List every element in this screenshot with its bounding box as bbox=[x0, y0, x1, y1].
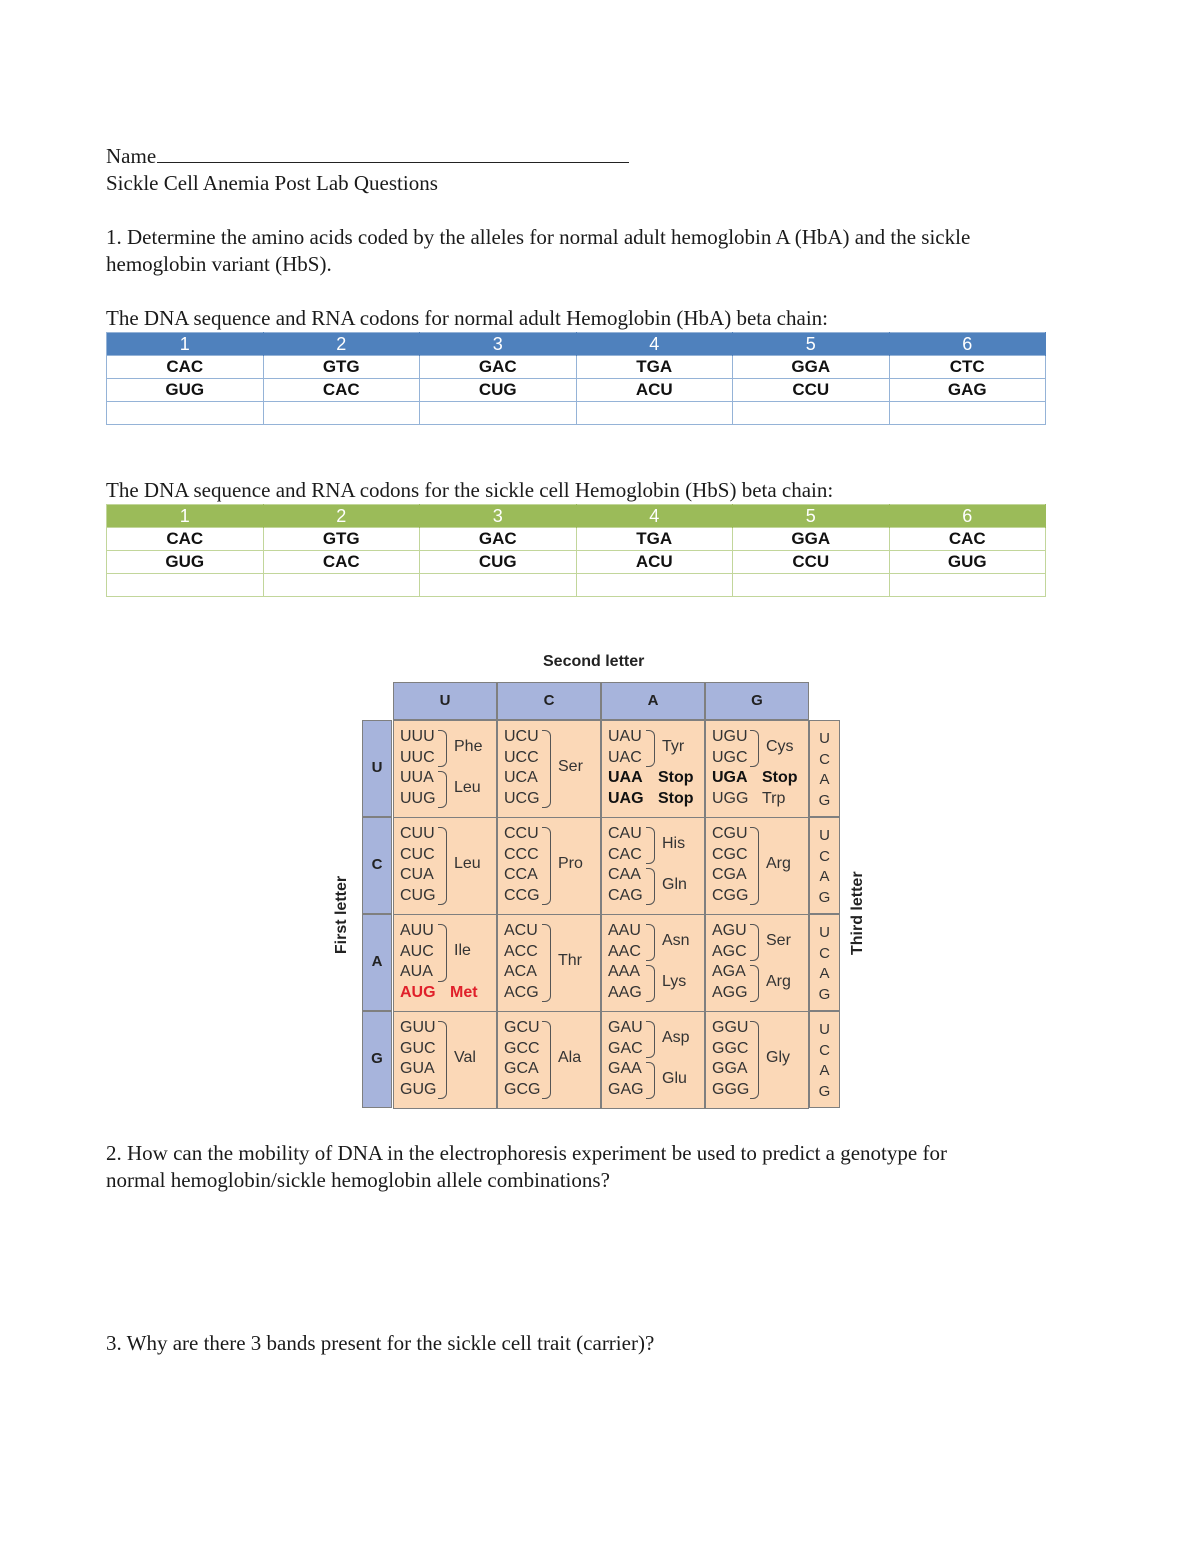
amino-acid-label: Gly bbox=[766, 1049, 790, 1066]
amino-acid-label: Asn bbox=[662, 931, 690, 949]
codon-cell bbox=[601, 720, 705, 818]
codon-group-brace bbox=[542, 827, 551, 905]
codon: ACU bbox=[504, 922, 538, 939]
amino-acid-label: Leu bbox=[454, 778, 481, 796]
hba-rna-cell: CAC bbox=[263, 379, 420, 402]
amino-acid-label: Gln bbox=[662, 875, 687, 893]
codon-cell bbox=[393, 1011, 497, 1109]
third-letter: U bbox=[819, 730, 830, 747]
amino-acid-label: Thr bbox=[558, 952, 582, 969]
codon: UAU bbox=[608, 728, 642, 745]
first-letter-header: G bbox=[362, 1011, 392, 1108]
hba-dna-cell: GGA bbox=[733, 356, 890, 379]
second-letter-header: C bbox=[497, 682, 601, 720]
amino-acid-label: Glu bbox=[662, 1069, 687, 1087]
amino-acid-label: Asp bbox=[662, 1028, 690, 1046]
codon: GAU bbox=[608, 1019, 643, 1036]
amino-acid-label: His bbox=[662, 834, 686, 852]
codon-group-brace bbox=[646, 1021, 655, 1058]
codon-cell bbox=[497, 914, 601, 1012]
codon: AUU bbox=[400, 922, 434, 939]
codon: GAC bbox=[608, 1039, 643, 1057]
first-letter-header: C bbox=[362, 817, 392, 914]
codon-group-brace bbox=[438, 924, 447, 982]
third-letter: A bbox=[819, 965, 830, 982]
codon: AGU bbox=[712, 922, 747, 939]
codon-cell bbox=[393, 720, 497, 818]
codon-group-brace bbox=[438, 771, 447, 808]
hbs-header-cell: 5 bbox=[733, 505, 890, 528]
codon: ACC bbox=[504, 942, 538, 960]
amino-acid-label: Lys bbox=[662, 972, 687, 990]
hbs-header-cell: 2 bbox=[263, 505, 420, 528]
amino-acid-label: Arg bbox=[766, 972, 791, 990]
codon: AAU bbox=[608, 922, 641, 939]
hba-header-cell: 5 bbox=[733, 333, 890, 356]
codon-cell bbox=[601, 817, 705, 915]
codon: AUG bbox=[400, 983, 436, 1001]
codon: AGA bbox=[712, 963, 746, 980]
hbs-dna-cell: CAC bbox=[889, 528, 1046, 551]
amino-acid-label: Tyr bbox=[662, 737, 685, 755]
codon-cell bbox=[393, 914, 497, 1012]
second-letter-header: U bbox=[393, 682, 497, 720]
codon-cell bbox=[497, 1011, 601, 1109]
codon-cell bbox=[497, 817, 601, 915]
amino-acid-label: Met bbox=[450, 983, 478, 1001]
third-letter-label: Third letter bbox=[849, 871, 866, 955]
worksheet-title: Sickle Cell Anemia Post Lab Questions bbox=[106, 171, 438, 195]
codon-group-brace bbox=[542, 924, 551, 1002]
hba-header-cell: 6 bbox=[889, 333, 1046, 356]
codon: AAC bbox=[608, 942, 641, 960]
codon-group-brace bbox=[646, 965, 655, 1002]
question-2-line-2: normal hemoglobin/sickle hemoglobin allele combinations? bbox=[106, 1168, 610, 1192]
hbs-dna-cell: GAC bbox=[420, 528, 577, 551]
codon-group-brace bbox=[542, 730, 551, 808]
codon-group-brace bbox=[646, 1062, 655, 1099]
codon: UCA bbox=[504, 769, 538, 786]
question-2-line-1: 2. How can the mobility of DNA in the electrophoresis experiment be used to predict a genotype for bbox=[106, 1141, 947, 1165]
codon: GGG bbox=[712, 1080, 750, 1098]
codon: CUC bbox=[400, 845, 435, 863]
amino-acid-label: Val bbox=[454, 1049, 476, 1066]
codon-cell bbox=[393, 817, 497, 915]
codon-group-brace bbox=[646, 827, 655, 864]
codon: GAA bbox=[608, 1060, 642, 1077]
hba-header-cell: 4 bbox=[576, 333, 733, 356]
third-letter: C bbox=[819, 1041, 830, 1059]
amino-acid-label: Leu bbox=[454, 855, 481, 872]
codon: CGU bbox=[712, 825, 748, 842]
codon: UCC bbox=[504, 748, 539, 766]
hbs-header-cell: 1 bbox=[107, 505, 264, 528]
codon: ACA bbox=[504, 963, 537, 980]
third-letter: C bbox=[819, 847, 830, 865]
hbs-header-cell: 6 bbox=[889, 505, 1046, 528]
codon-cell bbox=[497, 720, 601, 818]
codon: UUA bbox=[400, 769, 434, 786]
first-letter-header: A bbox=[362, 914, 392, 1011]
hba-rna-cell: GAG bbox=[889, 379, 1046, 402]
hba-header-cell: 1 bbox=[107, 333, 264, 356]
amino-acid-label: Ser bbox=[766, 931, 791, 949]
codon-group-brace bbox=[646, 730, 655, 767]
hba-dna-cell: GTG bbox=[263, 356, 420, 379]
third-letter-column bbox=[809, 914, 840, 1011]
codon: AUC bbox=[400, 942, 434, 960]
question-3-line-1: 3. Why are there 3 bands present for the sickle cell trait (carrier)? bbox=[106, 1331, 655, 1355]
hbs-dna-cell: TGA bbox=[576, 528, 733, 551]
hba-dna-cell: TGA bbox=[576, 356, 733, 379]
third-letter-column bbox=[809, 720, 840, 817]
codon: GCG bbox=[504, 1080, 541, 1098]
hbs-rna-cell: ACU bbox=[576, 551, 733, 574]
codon: UGC bbox=[712, 748, 748, 766]
amino-acid-label: Pro bbox=[558, 855, 583, 872]
question-1-line-2: hemoglobin variant (HbS). bbox=[106, 252, 332, 276]
amino-acid-label: Ser bbox=[558, 758, 583, 775]
third-letter: A bbox=[819, 868, 830, 885]
third-letter: U bbox=[819, 1021, 830, 1038]
codon-group-brace bbox=[750, 924, 759, 961]
codon-group-brace bbox=[750, 730, 759, 767]
third-letter: G bbox=[818, 1082, 831, 1100]
codon: CGA bbox=[712, 866, 747, 883]
third-letter: A bbox=[819, 771, 830, 788]
codon: GGC bbox=[712, 1039, 749, 1057]
hbs-dna-cell: GTG bbox=[263, 528, 420, 551]
hbs-header-cell: 3 bbox=[420, 505, 577, 528]
codon: UUG bbox=[400, 789, 436, 807]
codon: CUG bbox=[400, 886, 436, 904]
codon: ACG bbox=[504, 983, 539, 1001]
hba-header-cell: 3 bbox=[420, 333, 577, 356]
codon-group-brace bbox=[646, 868, 655, 905]
codon: UUU bbox=[400, 728, 435, 745]
codon: GCC bbox=[504, 1039, 540, 1057]
codon: UCU bbox=[504, 728, 539, 745]
codon: UGU bbox=[712, 728, 748, 745]
third-letter: G bbox=[818, 791, 831, 809]
first-letter-header: U bbox=[362, 720, 392, 817]
amino-acid-label: Stop bbox=[658, 789, 694, 807]
codon: CGC bbox=[712, 845, 748, 863]
third-letter: G bbox=[818, 888, 831, 906]
codon: AGC bbox=[712, 942, 747, 960]
codon: AAA bbox=[608, 963, 641, 980]
codon: UUC bbox=[400, 748, 435, 766]
codon-cell bbox=[705, 817, 809, 915]
codon: GCA bbox=[504, 1060, 539, 1077]
question-1-line-1: 1. Determine the amino acids coded by the alleles for normal adult hemoglobin A (HbA) and the sickle bbox=[106, 225, 971, 249]
codon: CUA bbox=[400, 866, 434, 883]
codon: UGA bbox=[712, 769, 748, 786]
hba-dna-cell: GAC bbox=[420, 356, 577, 379]
hbs-rna-cell: GUG bbox=[889, 551, 1046, 574]
codon: AUA bbox=[400, 963, 433, 980]
hbs-caption: The DNA sequence and RNA codons for the sickle cell Hemoglobin (HbS) beta chain: bbox=[106, 478, 834, 502]
codon: GCU bbox=[504, 1019, 540, 1036]
hbs-header-cell: 4 bbox=[576, 505, 733, 528]
amino-acid-label: Ile bbox=[454, 941, 471, 959]
codon: UCG bbox=[504, 789, 540, 807]
codon: CCC bbox=[504, 845, 539, 863]
codon-cell bbox=[601, 1011, 705, 1109]
codon: CAA bbox=[608, 866, 641, 883]
codon: AAG bbox=[608, 983, 642, 1001]
hbs-rna-cell: CUG bbox=[420, 551, 577, 574]
hba-rna-cell: ACU bbox=[576, 379, 733, 402]
third-letter: U bbox=[819, 924, 830, 941]
codon: CGG bbox=[712, 886, 749, 904]
amino-acid-label: Arg bbox=[766, 855, 791, 872]
codon: GGA bbox=[712, 1060, 748, 1077]
name-label: Name bbox=[106, 144, 157, 168]
codon: CCU bbox=[504, 825, 539, 842]
hbs-dna-cell: CAC bbox=[107, 528, 264, 551]
codon-group-brace bbox=[750, 965, 759, 1002]
first-letter-label: First letter bbox=[333, 875, 350, 955]
codon-cell bbox=[705, 1011, 809, 1109]
codon: GUG bbox=[400, 1080, 437, 1098]
amino-acid-label: Cys bbox=[766, 737, 794, 755]
third-letter-column bbox=[809, 817, 840, 914]
third-letter: C bbox=[819, 944, 830, 962]
codon: CAG bbox=[608, 886, 643, 904]
codon: CUU bbox=[400, 825, 435, 842]
hba-rna-cell: CUG bbox=[420, 379, 577, 402]
second-letter-header: G bbox=[705, 682, 809, 720]
third-letter: C bbox=[819, 750, 830, 768]
third-letter-column bbox=[809, 1011, 840, 1108]
amino-acid-label: Phe bbox=[454, 737, 483, 755]
hbs-rna-cell: CCU bbox=[733, 551, 890, 574]
codon-group-brace bbox=[438, 827, 447, 905]
codon: UAG bbox=[608, 789, 644, 807]
codon: UGG bbox=[712, 789, 749, 807]
amino-acid-label: Stop bbox=[762, 769, 798, 786]
codon-group-brace bbox=[542, 1021, 551, 1099]
hba-rna-cell: GUG bbox=[107, 379, 264, 402]
hba-dna-cell: CTC bbox=[889, 356, 1046, 379]
codon: GGU bbox=[712, 1019, 749, 1036]
hbs-dna-cell: GGA bbox=[733, 528, 890, 551]
hba-rna-cell: CCU bbox=[733, 379, 890, 402]
second-letter-label: Second letter bbox=[543, 653, 645, 670]
codon: UAC bbox=[608, 748, 642, 766]
codon: GUU bbox=[400, 1019, 436, 1036]
codon-cell bbox=[705, 720, 809, 818]
third-letter: A bbox=[819, 1062, 830, 1079]
codon-group-brace bbox=[646, 924, 655, 961]
codon: GUA bbox=[400, 1060, 435, 1077]
codon: AGG bbox=[712, 983, 748, 1001]
codon-group-brace bbox=[438, 1021, 447, 1099]
codon: CAU bbox=[608, 825, 642, 842]
hbs-rna-cell: GUG bbox=[107, 551, 264, 574]
third-letter: U bbox=[819, 827, 830, 844]
amino-acid-label: Trp bbox=[762, 789, 786, 807]
codon-group-brace bbox=[750, 827, 759, 905]
codon: CAC bbox=[608, 845, 642, 863]
hba-header-cell: 2 bbox=[263, 333, 420, 356]
amino-acid-label: Stop bbox=[658, 769, 694, 786]
hba-caption: The DNA sequence and RNA codons for normal adult Hemoglobin (HbA) beta chain: bbox=[106, 306, 828, 330]
hba-dna-cell: CAC bbox=[107, 356, 264, 379]
codon: GAG bbox=[608, 1080, 644, 1098]
second-letter-header: A bbox=[601, 682, 705, 720]
codon-cell bbox=[601, 914, 705, 1012]
codon-cell bbox=[705, 914, 809, 1012]
codon: UAA bbox=[608, 769, 643, 786]
hbs-rna-cell: CAC bbox=[263, 551, 420, 574]
codon: CCG bbox=[504, 886, 540, 904]
third-letter: G bbox=[818, 985, 831, 1003]
codon-group-brace bbox=[438, 730, 447, 767]
codon: CCA bbox=[504, 866, 538, 883]
codon: GUC bbox=[400, 1039, 436, 1057]
codon-group-brace bbox=[750, 1021, 759, 1099]
amino-acid-label: Ala bbox=[558, 1049, 582, 1066]
